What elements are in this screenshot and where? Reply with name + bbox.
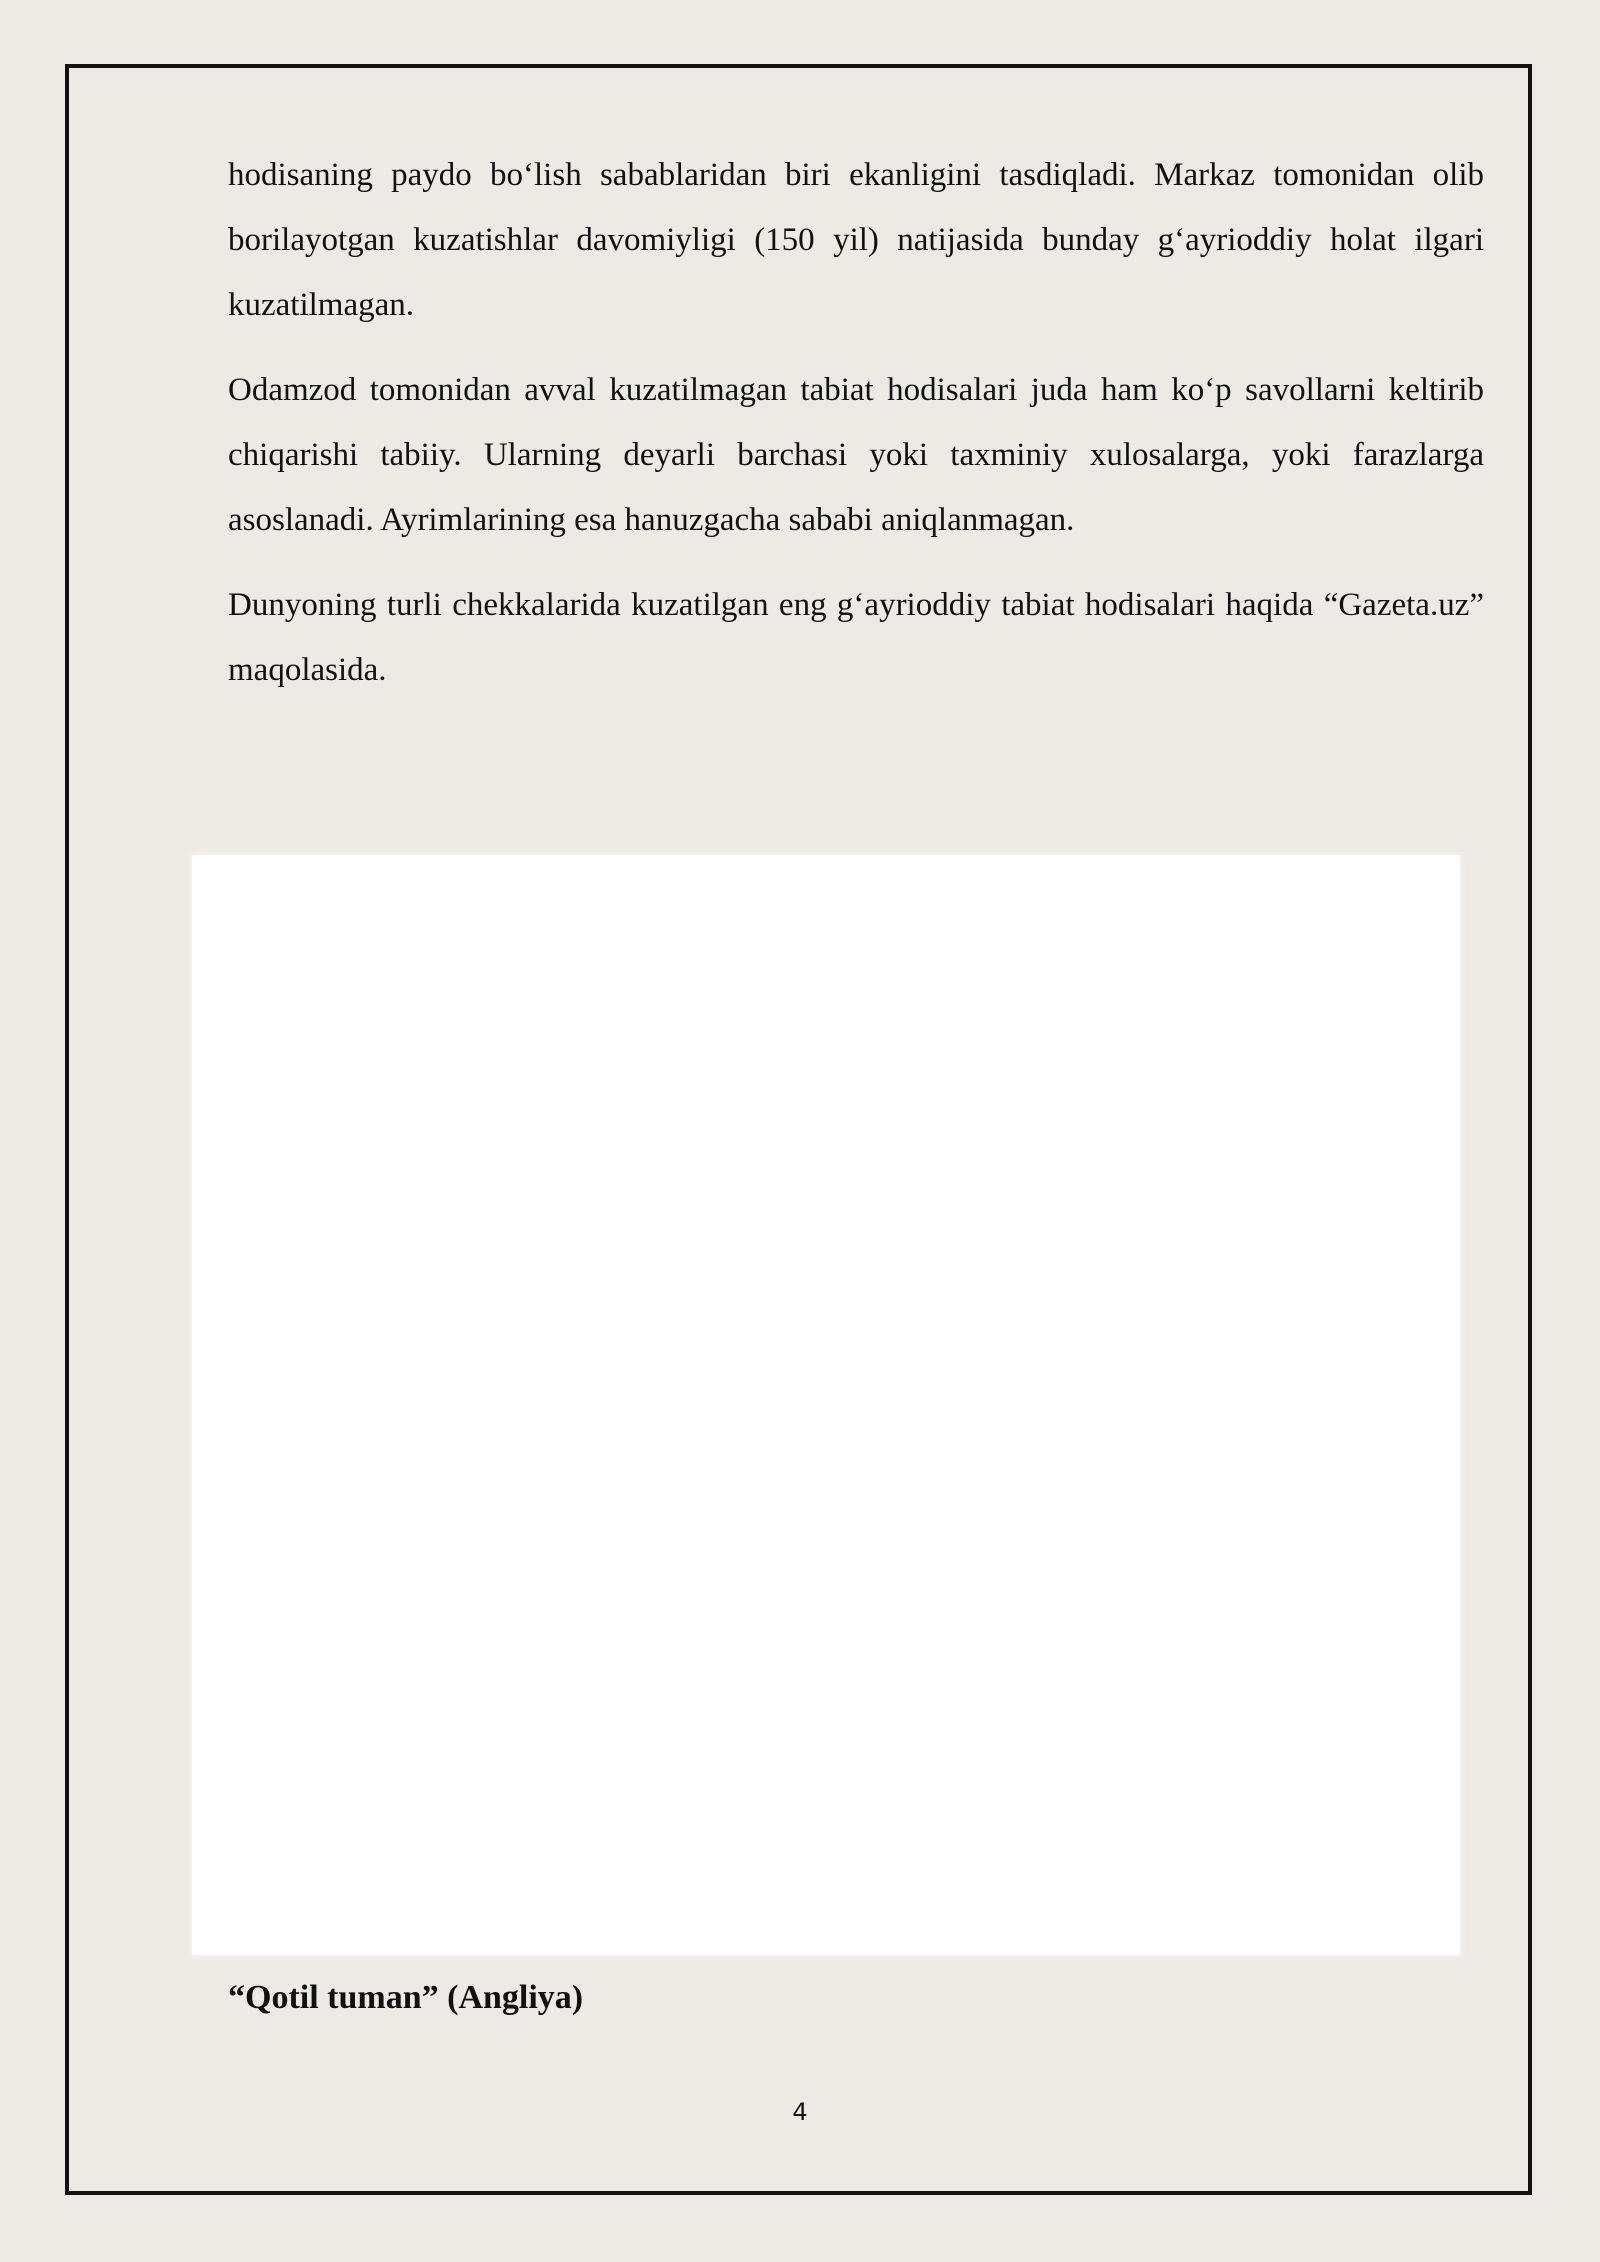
paragraph-2: Odamzod tomonidan avval kuzatilmagan tabiat hodisalari juda ham ko‘p savollarni keltirib chiqarishi tabiiy. Ularning deyarli barchasi yoki taxminiy xulosalarga, yoki farazlarga asoslanadi. Ayrimlarining esa hanuzgacha sababi aniqlanmagan. [228, 372, 1484, 538]
figure-caption: “Qotil tuman” (Angliya) [228, 1979, 584, 2016]
body-text [228, 143, 1484, 723]
paragraph-3: Dunyoning turli chekkalarida kuzatilgan eng g‘ayrioddiy tabiat hodisalari haqida “Gazeta.uz” maqolasida. [228, 587, 1484, 688]
figure-image [192, 855, 1460, 1955]
page-number: 4 [792, 2098, 808, 2126]
paragraph-1: hodisaning paydo bo‘lish sabablaridan biri ekanligini tasdiqladi. Markaz tomonidan olib borilayotgan kuzatishlar davomiyligi (150 yil) natijasida bunday g‘ayrioddiy holat ilgari kuzatilmagan. [228, 157, 1484, 323]
